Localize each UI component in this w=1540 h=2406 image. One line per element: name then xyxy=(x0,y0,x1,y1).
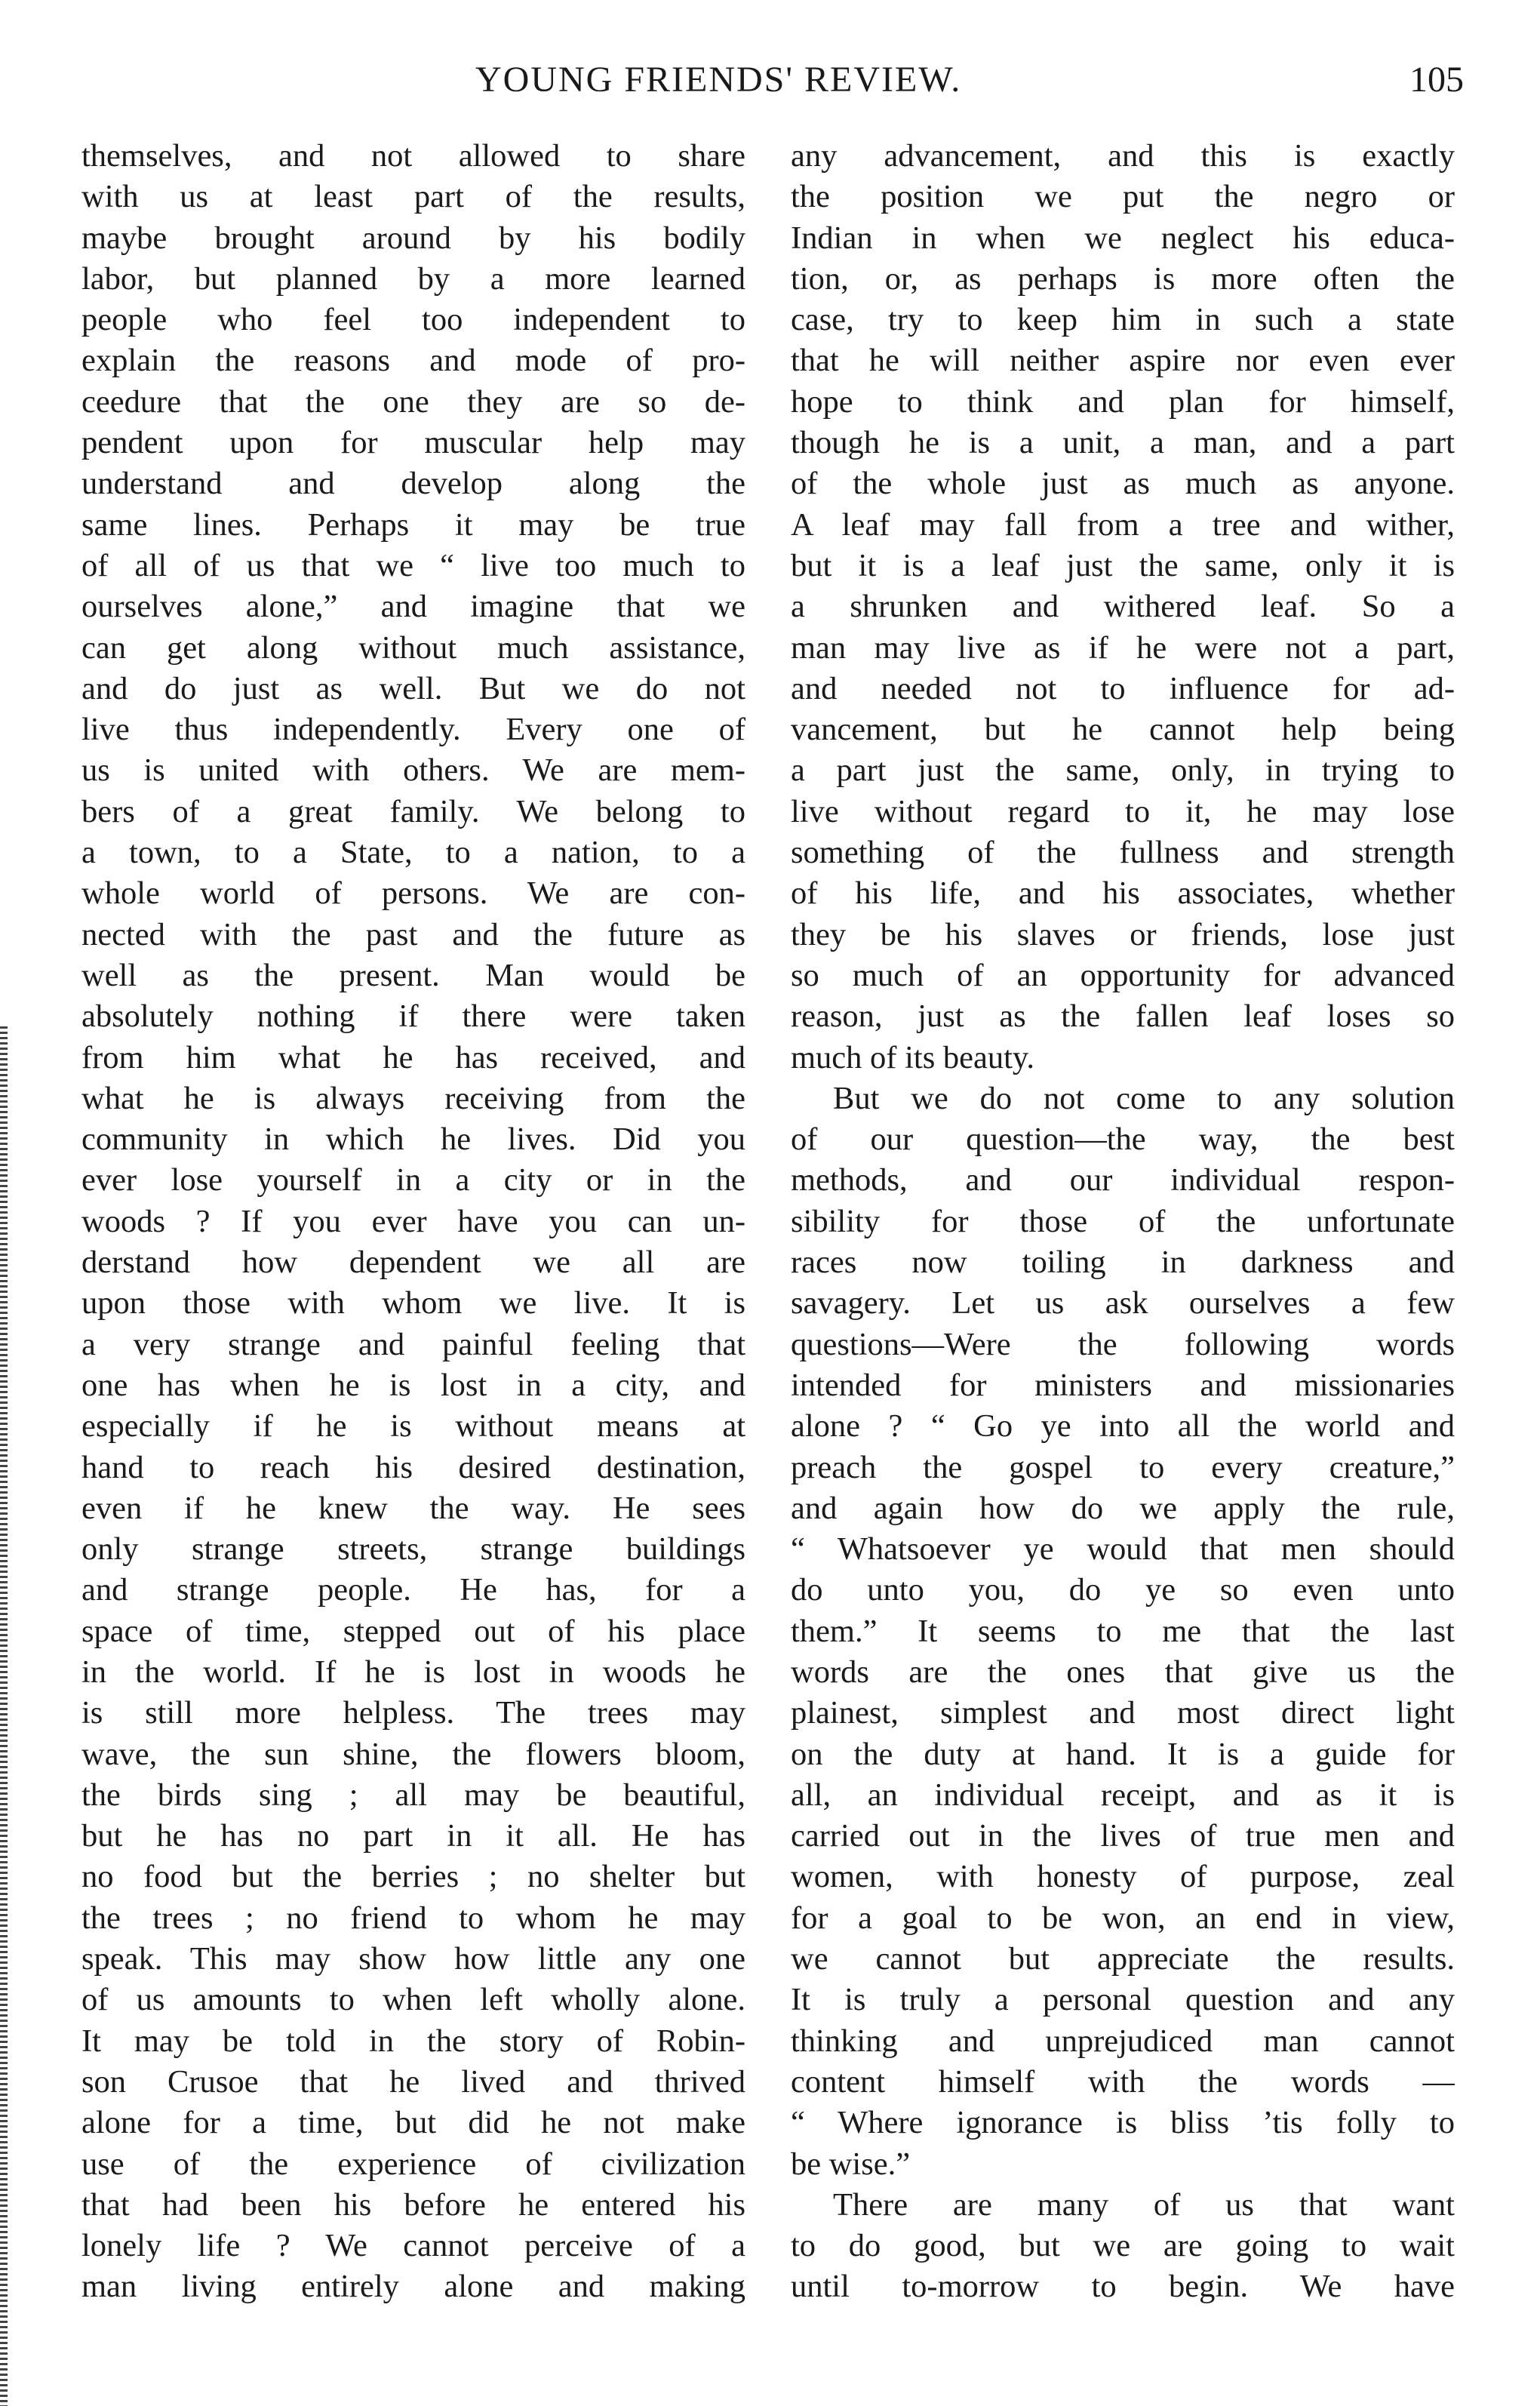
text-line: questions—Were the following words xyxy=(791,1326,1455,1362)
text-line: of the whole just as much as anyone. xyxy=(791,466,1455,502)
text-line: themselves, and not allowed to share xyxy=(81,138,745,174)
text-line: words are the ones that give us the xyxy=(791,1654,1455,1690)
text-line: from him what he has received, and xyxy=(81,1039,745,1075)
text-line: well as the present. Man would be xyxy=(81,957,745,993)
text-line: a very strange and painful feeling that xyxy=(81,1326,745,1362)
text-line: can get along without much assistance, xyxy=(81,629,745,666)
text-line: even if he knew the way. He sees xyxy=(81,1490,745,1526)
text-line: vancement, but he cannot help being xyxy=(791,712,1455,748)
text-line: “ Where ignorance is bliss ’tis folly to xyxy=(791,2105,1455,2141)
text-line: do unto you, do ye so even unto xyxy=(791,1572,1455,1608)
text-line: pendent upon for muscular help may xyxy=(81,425,745,461)
text-column-right xyxy=(791,136,1455,2308)
text-line: of his life, and his associates, whether xyxy=(791,875,1455,912)
text-line: much of its beauty. xyxy=(791,1039,1035,1075)
text-line: hand to reach his desired destination, xyxy=(81,1449,745,1485)
page-binding-edge xyxy=(0,1026,8,2406)
text-line: all, an individual receipt, and as it is xyxy=(791,1777,1455,1813)
text-line: be wise.” xyxy=(791,2146,911,2182)
text-line: carried out in the lives of true men and xyxy=(791,1818,1455,1854)
text-line: and do just as well. But we do not xyxy=(81,670,745,706)
text-line: Indian in when we neglect his educa- xyxy=(791,220,1455,256)
text-line: ever lose yourself in a city or in the xyxy=(81,1162,745,1198)
text-line: lonely life ? We cannot perceive of a xyxy=(81,2228,745,2264)
text-line: absolutely nothing if there were taken xyxy=(81,998,745,1035)
text-line: upon those with whom we live. It is xyxy=(81,1285,745,1321)
text-line: preach the gospel to every creature,” xyxy=(791,1449,1455,1485)
text-line: the position we put the negro or xyxy=(791,179,1455,215)
text-line: what he is always receiving from the xyxy=(81,1080,745,1116)
text-line: no food but the berries ; no shelter but xyxy=(81,1859,745,1895)
text-line: space of time, stepped out of his place xyxy=(81,1613,745,1649)
text-line: and strange people. He has, for a xyxy=(81,1572,745,1608)
text-line: of us amounts to when left wholly alone. xyxy=(81,1982,745,2018)
text-line: live thus independently. Every one of xyxy=(81,712,745,748)
running-header xyxy=(75,59,1464,119)
text-line: thinking and unprejudiced man cannot xyxy=(791,2023,1455,2059)
text-line: on the duty at hand. It is a guide for xyxy=(791,1736,1455,1772)
text-line: the birds sing ; all may be beautiful, xyxy=(81,1777,745,1813)
text-line: same lines. Perhaps it may be true xyxy=(81,506,745,543)
text-line: live without regard to it, he may lose xyxy=(791,793,1455,829)
text-line: hope to think and plan for himself, xyxy=(791,383,1455,420)
text-line: maybe brought around by his bodily xyxy=(81,220,745,256)
text-line: is still more helpless. The trees may xyxy=(81,1695,745,1731)
text-line: so much of an opportunity for advanced xyxy=(791,957,1455,993)
text-line: But we do not come to any solution xyxy=(833,1080,1455,1116)
text-line: and again how do we apply the rule, xyxy=(791,1490,1455,1526)
text-line: a part just the same, only, in trying to xyxy=(791,752,1455,789)
text-line: sibility for those of the unfortunate xyxy=(791,1203,1455,1239)
text-line: we cannot but appreciate the results. xyxy=(791,1941,1455,1977)
text-line: derstand how dependent we all are xyxy=(81,1245,745,1281)
text-line: of all of us that we “ live too much to xyxy=(81,547,745,583)
text-line: for a goal to be won, an end in view, xyxy=(791,1900,1455,1936)
text-line: nected with the past and the future as xyxy=(81,916,745,952)
text-line: methods, and our individual respon- xyxy=(791,1162,1455,1198)
text-line: reason, just as the fallen leaf loses so xyxy=(791,998,1455,1035)
text-line: tion, or, as perhaps is more often the xyxy=(791,260,1455,297)
text-line: alone ? “ Go ye into all the world and xyxy=(791,1408,1455,1445)
text-line: use of the experience of civilization xyxy=(81,2146,745,2182)
text-line: bers of a great family. We belong to xyxy=(81,793,745,829)
text-line: A leaf may fall from a tree and wither, xyxy=(791,506,1455,543)
text-line: races now toiling in darkness and xyxy=(791,1245,1455,1281)
text-line: understand and develop along the xyxy=(81,466,745,502)
text-line: There are many of us that want xyxy=(833,2186,1455,2223)
text-line: them.” It seems to me that the last xyxy=(791,1613,1455,1649)
text-line: something of the fullness and strength xyxy=(791,835,1455,871)
text-line: of our question—the way, the best xyxy=(791,1121,1455,1158)
text-line: in the world. If he is lost in woods he xyxy=(81,1654,745,1690)
text-line: a shrunken and withered leaf. So a xyxy=(791,589,1455,625)
text-line: labor, but planned by a more learned xyxy=(81,260,745,297)
text-line: wave, the sun shine, the flowers bloom, xyxy=(81,1736,745,1772)
text-column-left xyxy=(81,136,745,2308)
text-line: son Crusoe that he lived and thrived xyxy=(81,2063,745,2100)
text-line: content himself with the words — xyxy=(791,2063,1455,2100)
text-line: but he has no part in it all. He has xyxy=(81,1818,745,1854)
text-line: only strange streets, strange buildings xyxy=(81,1531,745,1568)
text-line: though he is a unit, a man, and a part xyxy=(791,425,1455,461)
text-line: women, with honesty of purpose, zeal xyxy=(791,1859,1455,1895)
text-line: ourselves alone,” and imagine that we xyxy=(81,589,745,625)
text-line: “ Whatsoever ye would that men should xyxy=(791,1531,1455,1568)
text-line: man may live as if he were not a part, xyxy=(791,629,1455,666)
text-line: that he will neither aspire nor even ever xyxy=(791,343,1455,379)
text-line: It may be told in the story of Robin- xyxy=(81,2023,745,2059)
text-line: especially if he is without means at xyxy=(81,1408,745,1445)
text-line: until to-morrow to begin. We have xyxy=(791,2269,1455,2305)
text-line: a town, to a State, to a nation, to a xyxy=(81,835,745,871)
text-line: and needed not to influence for ad- xyxy=(791,670,1455,706)
text-line: with us at least part of the results, xyxy=(81,179,745,215)
text-line: whole world of persons. We are con- xyxy=(81,875,745,912)
text-line: to do good, but we are going to wait xyxy=(791,2228,1455,2264)
running-title: YOUNG FRIENDS' REVIEW. xyxy=(475,60,962,100)
text-line: the trees ; no friend to whom he may xyxy=(81,1900,745,1936)
text-line: plainest, simplest and most direct light xyxy=(791,1695,1455,1731)
text-line: man living entirely alone and making xyxy=(81,2269,745,2305)
text-line: community in which he lives. Did you xyxy=(81,1121,745,1158)
text-line: intended for ministers and missionaries xyxy=(791,1367,1455,1403)
text-line: ceedure that the one they are so de- xyxy=(81,383,745,420)
text-line: alone for a time, but did he not make xyxy=(81,2105,745,2141)
text-line: speak. This may show how little any one xyxy=(81,1941,745,1977)
text-line: one has when he is lost in a city, and xyxy=(81,1367,745,1403)
text-line: that had been his before he entered his xyxy=(81,2186,745,2223)
text-line: people who feel too independent to xyxy=(81,302,745,338)
text-line: savagery. Let us ask ourselves a few xyxy=(791,1285,1455,1321)
text-line: woods ? If you ever have you can un- xyxy=(81,1203,745,1239)
page-number: 105 xyxy=(1409,60,1464,100)
text-line: any advancement, and this is exactly xyxy=(791,138,1455,174)
text-line: It is truly a personal question and any xyxy=(791,1982,1455,2018)
text-line: us is united with others. We are mem- xyxy=(81,752,745,789)
text-line: but it is a leaf just the same, only it is xyxy=(791,547,1455,583)
text-line: explain the reasons and mode of pro- xyxy=(81,343,745,379)
text-line: case, try to keep him in such a state xyxy=(791,302,1455,338)
text-line: they be his slaves or friends, lose just xyxy=(791,916,1455,952)
